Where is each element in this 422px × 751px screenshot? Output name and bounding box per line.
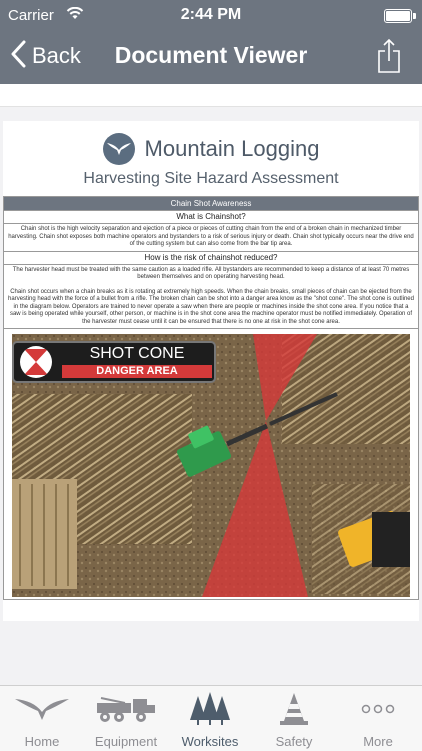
trees-icon: [168, 692, 252, 726]
status-time: 2:44 PM: [180, 6, 242, 23]
tab-home-label: Home: [24, 734, 60, 749]
question-1: What is Chainshot?: [3, 211, 419, 224]
tab-safety[interactable]: [252, 686, 336, 751]
tab-safety-label: Safety: [275, 734, 313, 749]
page-title: Document Viewer: [114, 42, 308, 68]
question-2: How is the risk of chainshot reduced?: [3, 252, 419, 265]
section-title: Chain Shot Awareness: [3, 196, 419, 211]
tab-home[interactable]: [0, 686, 84, 751]
shot-cone-sign: [12, 341, 216, 383]
tab-worksites-label: Worksites: [181, 734, 239, 749]
document-subtitle: Harvesting Site Hazard Assessment: [83, 170, 339, 187]
navigation-bar: [0, 30, 422, 84]
sign-title: SHOT CONE: [89, 345, 185, 362]
sign-subtitle: DANGER AREA: [62, 365, 212, 378]
tab-more[interactable]: [336, 686, 420, 751]
answer-2-para-1: [3, 265, 419, 330]
truck-icon: [84, 692, 168, 726]
danger-cone-icon: [20, 346, 52, 378]
answer-2-text-2: Chain shot occurs when a chain breaks as it is rotating at extremely high speeds. When the chain breaks, small pieces of chain can be ejected from the harvesting head with the force of a bullet from a rifle. The broken chain can be shot into a danger area know as the "shot cone". The shot cone is outlined in the diagram below. Operators are trained to never operate a saw when there are people or machines inside the shot cone area. If you notice that a saw is being operated while yourself, other person, or machine is in the shot cone area the machine operator must be notified immediately. Operation of the harvester must cease until it can be ensured that there is no one at risk in the shot cone area.: [8, 288, 414, 325]
status-bar: [0, 0, 422, 30]
toolbar-divider: [0, 84, 422, 107]
carrier-label: Carrier: [8, 7, 54, 24]
back-label: Back: [32, 43, 81, 68]
brand-name: Mountain Logging: [144, 136, 320, 161]
answer-2-text-1: The harvester head must be treated with the same caution as a loaded rifle. All bystanders are recommended to keep a distance of at least 70 metres between themselves and on operating harvesting head.: [12, 266, 410, 280]
tab-worksites[interactable]: [168, 686, 252, 751]
more-dots-icon: [336, 692, 420, 726]
shot-cone-diagram-row: [3, 329, 419, 600]
document-page: [3, 121, 419, 621]
share-icon: [376, 38, 402, 74]
hazard-table: [3, 196, 419, 600]
tab-equipment[interactable]: [84, 686, 168, 751]
tab-bar: [0, 685, 422, 751]
eagle-logo-icon: [103, 133, 135, 165]
tab-more-label: More: [363, 734, 393, 749]
tab-equipment-label: Equipment: [94, 734, 158, 749]
battery-icon: [384, 9, 412, 23]
answer-1: Chain shot is the high velocity separation and ejection of a piece or pieces of cutting chain from the end of a broken chain in mechanized timber harvesting. Chain shot exposes both machine operators and bystanders to a risk of serious injury or death. Chain shot typically occurs near the drive end of the cutting system but can also come from the bar tip area.: [3, 224, 419, 252]
document-viewer[interactable]: [0, 107, 422, 685]
brand-header: [3, 131, 419, 167]
cone-icon: [252, 692, 336, 726]
eagle-icon: [0, 692, 84, 726]
share-button[interactable]: [376, 38, 402, 74]
